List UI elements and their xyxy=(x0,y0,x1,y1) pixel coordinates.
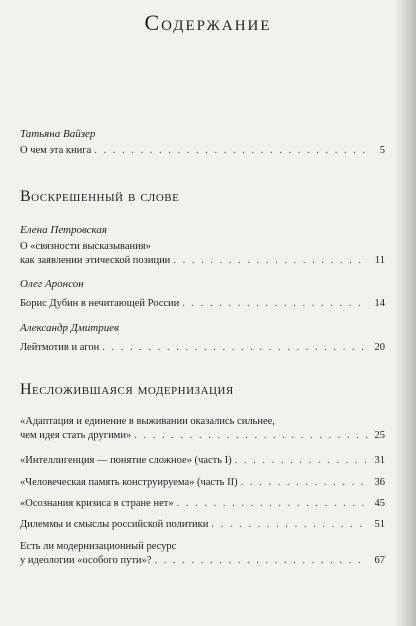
entry-title: «Осознания кризиса в стране нет» xyxy=(20,498,174,509)
leader-dots xyxy=(134,429,368,443)
entry-title: О «связности высказывания» xyxy=(20,241,151,252)
author-name: Александр Дмитриев xyxy=(20,322,119,334)
toc-entry[interactable] xyxy=(20,415,385,443)
toc-entry[interactable] xyxy=(20,540,385,568)
page-number: 14 xyxy=(374,298,385,309)
page-number: 45 xyxy=(374,498,385,509)
page-title: Содержание xyxy=(144,10,272,35)
leader-dots xyxy=(182,297,368,311)
toc-entry[interactable] xyxy=(20,297,385,311)
leader-dots xyxy=(154,554,368,568)
page-number: 51 xyxy=(374,519,385,530)
page-number: 11 xyxy=(374,255,385,266)
entry-title: Борис Дубин в нечитающей России xyxy=(20,298,180,309)
leader-dots xyxy=(211,518,368,532)
leader-dots xyxy=(173,254,368,268)
leader-dots xyxy=(241,476,368,490)
author-name: Елена Петровская xyxy=(20,224,108,236)
entry-title: «Адаптация и единение в выживании оказались сильнее, xyxy=(20,416,275,427)
leader-dots xyxy=(94,144,368,158)
page-number: 31 xyxy=(374,455,385,466)
page-edge-shadow xyxy=(394,0,416,626)
page-number: 36 xyxy=(374,477,385,488)
section-heading: Несложившаяся модернизация xyxy=(20,381,234,398)
toc-entry[interactable] xyxy=(20,497,385,511)
toc-entry[interactable] xyxy=(20,476,385,490)
entry-title: О чем эта книга xyxy=(20,145,92,156)
leader-dots xyxy=(235,454,368,468)
entry-title: «Человеческая память конструируема» (часть II) xyxy=(20,477,238,488)
toc-entry[interactable] xyxy=(20,144,385,158)
entry-title: чем идея стать другими» xyxy=(20,430,132,441)
entry-title: Лейтмотив и агон xyxy=(20,342,100,353)
toc-entry[interactable] xyxy=(20,240,385,268)
entry-title: у идеологии «особого пути»? xyxy=(20,555,152,566)
entry-title: как заявлении этической позиции xyxy=(20,255,171,266)
author-name: Олег Аронсон xyxy=(20,278,84,290)
section-heading: Воскрешенный в слове xyxy=(20,188,180,205)
toc-entry[interactable] xyxy=(20,454,385,468)
leader-dots xyxy=(102,341,368,355)
entry-title: «Интеллигенция — понятие сложное» (часть I) xyxy=(20,455,232,466)
page-number: 67 xyxy=(374,555,385,566)
page-number: 20 xyxy=(374,342,385,353)
author-name: Татьяна Вайзер xyxy=(20,128,96,140)
toc-entry[interactable] xyxy=(20,518,385,532)
entry-title: Дилеммы и смыслы российской политики xyxy=(20,519,209,530)
toc-entry[interactable] xyxy=(20,341,385,355)
page-number: 5 xyxy=(379,145,385,156)
entry-title: Есть ли модернизационный ресурс xyxy=(20,541,177,552)
leader-dots xyxy=(177,497,368,511)
page-number: 25 xyxy=(374,430,385,441)
